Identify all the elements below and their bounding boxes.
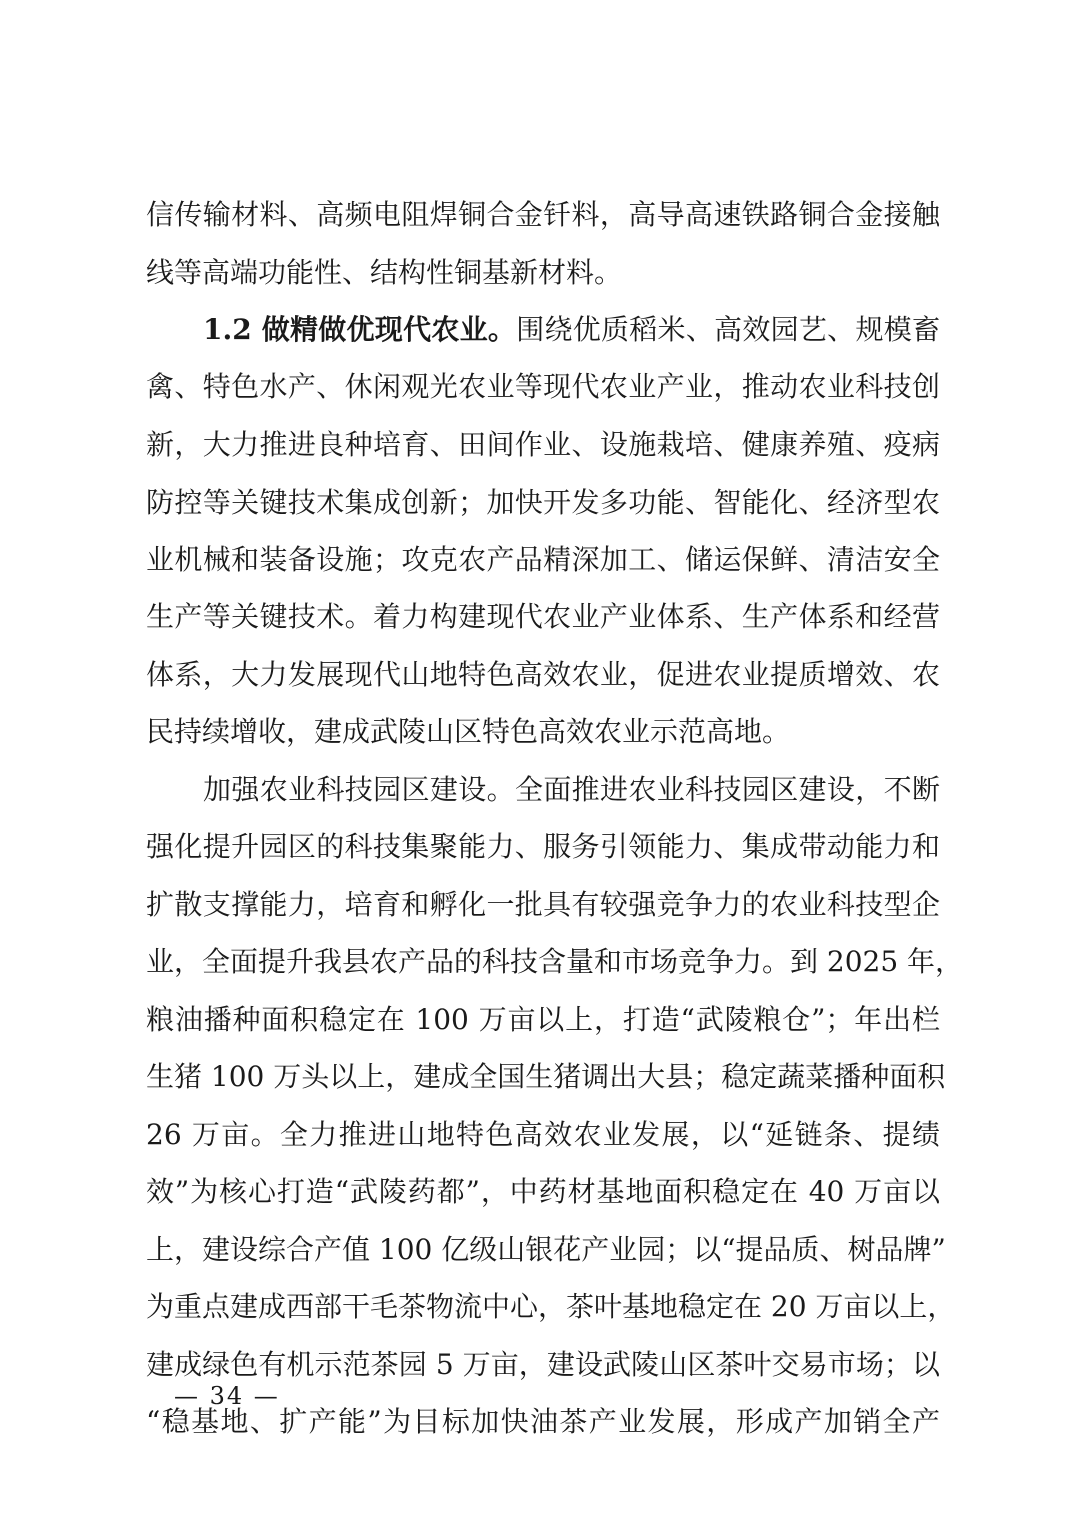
- paragraph-1-line-1: 信传输材料、高频电阻焊铜合金钎料，高导高速铁路铜合金接触: [146, 198, 940, 231]
- paragraph-3-line-10: 为重点建成西部干毛茶物流中心，茶叶基地稳定在 20 万亩以上，: [146, 1290, 956, 1323]
- paragraph-2-line-5: 业机械和装备设施；攻克农产品精深加工、储运保鲜、清洁安全: [146, 543, 940, 576]
- paragraph-3-line-2: 强化提升园区的科技集聚能力、服务引领能力、集成带动能力和: [146, 830, 940, 863]
- paragraph-3-line-1: 加强农业科技园区建设。全面推进农业科技园区建设，不断: [203, 773, 940, 806]
- paragraph-2-line-6: 生产等关键技术。着力构建现代农业产业体系、生产体系和经营: [146, 600, 940, 633]
- paragraph-3-line-7: 26 万亩。全力推进山地特色高效农业发展，以“延链条、提绩: [146, 1118, 940, 1151]
- paragraph-2-line-1: [203, 310, 940, 350]
- paragraph-3-line-4: 业，全面提升我县农产品的科技含量和市场竞争力。到 2025 年，: [146, 945, 964, 978]
- paragraph-3-line-9: 上，建设综合产值 100 亿级山银花产业园；以“提品质、树品牌”: [146, 1233, 946, 1266]
- paragraph-3-line-6: 生猪 100 万头以上，建成全国生猪调出大县；稳定蔬菜播种面积: [146, 1060, 946, 1093]
- paragraph-3-line-3: 扩散支撑能力，培育和孵化一批具有较强竞争力的农业科技型企: [146, 888, 940, 921]
- page-number: — 34 —: [174, 1382, 280, 1410]
- paragraph-2-line-2: 禽、特色水产、休闲观光农业等现代农业产业，推动农业科技创: [146, 370, 940, 403]
- paragraph-3-line-8: 效”为核心打造“武陵药都”，中药材基地面积稳定在 40 万亩以: [146, 1175, 940, 1208]
- section-heading: 1.2 做精做优现代农业。: [203, 313, 517, 346]
- paragraph-2-line-1-text: 围绕优质稻米、高效园艺、规模畜: [516, 313, 940, 346]
- paragraph-3-line-5: 粮油播种面积稳定在 100 万亩以上，打造“武陵粮仓”；年出栏: [146, 1003, 940, 1036]
- paragraph-2-line-4: 防控等关键技术集成创新；加快开发多功能、智能化、经济型农: [146, 486, 940, 519]
- paragraph-2-line-8: 民持续增收，建成武陵山区特色高效农业示范高地。: [146, 715, 791, 748]
- paragraph-2-line-7: 体系，大力发展现代山地特色高效农业，促进农业提质增效、农: [146, 658, 940, 691]
- paragraph-1-line-2: 线等高端功能性、结构性铜基新材料。: [146, 256, 623, 289]
- paragraph-3-line-12: “稳基地、扩产能”为目标加快油茶产业发展，形成产加销全产: [146, 1405, 940, 1438]
- paragraph-2-line-3: 新，大力推进良种培育、田间作业、设施栽培、健康养殖、疫病: [146, 428, 940, 461]
- paragraph-3-line-11: 建成绿色有机示范茶园 5 万亩，建设武陵山区茶叶交易市场；以: [146, 1348, 940, 1381]
